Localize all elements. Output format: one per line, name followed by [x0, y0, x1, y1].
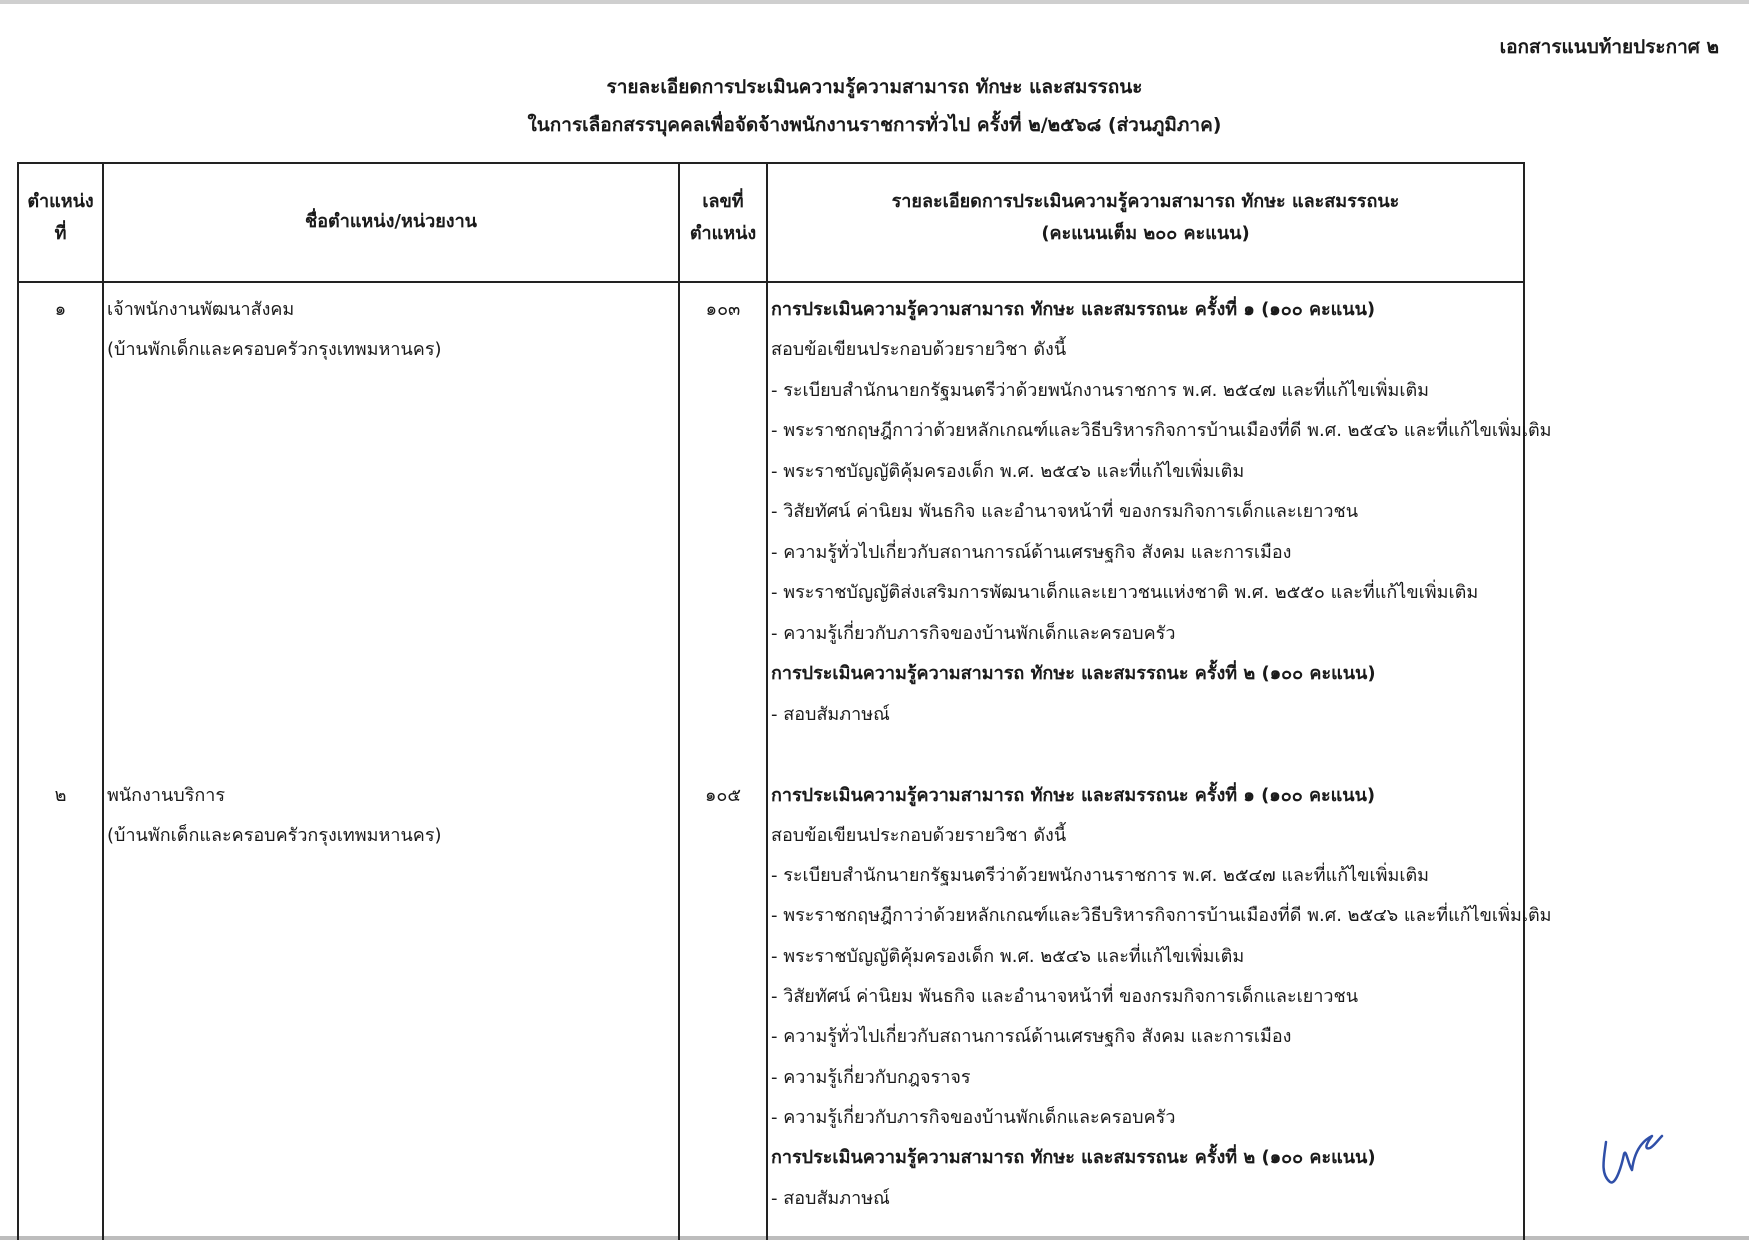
row2-detail-line: - ความรู้เกี่ยวกับกฎจราจร	[771, 1067, 971, 1088]
table-left-border	[17, 162, 19, 1240]
document-title-line2: ในการเลือกสรรบุคคลเพื่อจัดจ้างพนักงานราชการทั่วไป ครั้งที่ ๒/๒๕๖๘ (ส่วนภูมิภาค)	[527, 114, 1222, 136]
header-position-number-line2: ตำแหน่ง	[689, 223, 757, 244]
header-details-line1: รายละเอียดการประเมินความรู้ความสามารถ ทักษะ และสมรรถนะ	[891, 191, 1400, 212]
row1-position-number: ๑๐๓	[705, 299, 741, 320]
row1-detail-line: - ความรู้ทั่วไปเกี่ยวกับสถานการณ์ด้านเศรษฐกิจ สังคม และการเมือง	[771, 542, 1292, 563]
header-details-line2: (คะแนนเต็ม ๒๐๐ คะแนน)	[1041, 223, 1250, 244]
row1-detail-heading-1: การประเมินความรู้ความสามารถ ทักษะ และสมรรถนะ ครั้งที่ ๑ (๑๐๐ คะแนน)	[771, 299, 1376, 320]
column-divider-1	[102, 162, 104, 1240]
handwritten-signature	[1588, 1124, 1668, 1194]
row1-detail-line: สอบข้อเขียนประกอบด้วยรายวิชา ดังนี้	[771, 339, 1067, 360]
row1-position: เจ้าพนักงานพัฒนาสังคม	[107, 299, 295, 320]
row1-detail-line: - ความรู้เกี่ยวกับภารกิจของบ้านพักเด็กและครอบครัว	[771, 623, 1176, 644]
header-details	[768, 186, 1523, 250]
row2-detail-line: - ความรู้ทั่วไปเกี่ยวกับสถานการณ์ด้านเศรษฐกิจ สังคม และการเมือง	[771, 1026, 1292, 1047]
row2-detail-line: สอบข้อเขียนประกอบด้วยรายวิชา ดังนี้	[771, 825, 1067, 846]
row1-detail-heading-2: การประเมินความรู้ความสามารถ ทักษะ และสมรรถนะ ครั้งที่ ๒ (๑๐๐ คะแนน)	[771, 663, 1376, 684]
row2-detail-line: - ระเบียบสำนักนายกรัฐมนตรีว่าด้วยพนักงานราชการ พ.ศ. ๒๕๔๗ และที่แก้ไขเพิ่มเติม	[771, 865, 1430, 886]
row2-detail-line: - ความรู้เกี่ยวกับภารกิจของบ้านพักเด็กและครอบครัว	[771, 1107, 1176, 1128]
row1-no: ๑	[54, 299, 67, 320]
row2-agency: (บ้านพักเด็กและครอบครัวกรุงเทพมหานคร)	[107, 825, 442, 846]
row2-no: ๒	[54, 785, 67, 806]
row1-detail-line: - พระราชกฤษฎีกาว่าด้วยหลักเกณฑ์และวิธีบริหารกิจการบ้านเมืองที่ดี พ.ศ. ๒๕๔๖ และที่แก้ไขเพิ่มเติม	[771, 420, 1552, 441]
row2-detail-heading-2: การประเมินความรู้ความสามารถ ทักษะ และสมรรถนะ ครั้งที่ ๒ (๑๐๐ คะแนน)	[771, 1147, 1376, 1168]
row1-detail-line: - พระราชบัญญัติคุ้มครองเด็ก พ.ศ. ๒๕๔๖ และที่แก้ไขเพิ่มเติม	[771, 461, 1245, 482]
table-right-border	[1523, 162, 1525, 1240]
row2-detail-line: - สอบสัมภาษณ์	[771, 1188, 890, 1209]
row1-detail-line: - สอบสัมภาษณ์	[771, 704, 890, 725]
header-position-no	[17, 186, 104, 250]
column-divider-3	[766, 162, 768, 1240]
row2-detail-heading-1: การประเมินความรู้ความสามารถ ทักษะ และสมรรถนะ ครั้งที่ ๑ (๑๐๐ คะแนน)	[771, 785, 1376, 806]
row1-detail-line: - พระราชบัญญัติส่งเสริมการพัฒนาเด็กและเยาวชนแห่งชาติ พ.ศ. ๒๕๕๐ และที่แก้ไขเพิ่มเติม	[771, 582, 1479, 603]
header-position-no-line1: ตำแหน่ง	[27, 191, 94, 212]
column-divider-2	[678, 162, 680, 1240]
row1-detail-line: - วิสัยทัศน์ ค่านิยม พันธกิจ และอำนาจหน้าที่ ของกรมกิจการเด็กและเยาวชน	[771, 501, 1359, 522]
annex-label: เอกสารแนบท้ายประกาศ ๒	[1499, 36, 1719, 58]
row2-position-number: ๑๐๕	[704, 785, 742, 806]
row1-agency: (บ้านพักเด็กและครอบครัวกรุงเทพมหานคร)	[107, 339, 442, 360]
header-position-number-line1: เลขที่	[702, 191, 744, 212]
header-position-no-line2: ที่	[54, 223, 67, 244]
header-bottom-border	[17, 281, 1525, 283]
table-top-border	[17, 162, 1525, 164]
row2-detail-line: - พระราชบัญญัติคุ้มครองเด็ก พ.ศ. ๒๕๔๖ และที่แก้ไขเพิ่มเติม	[771, 946, 1245, 967]
row1-detail-line: - ระเบียบสำนักนายกรัฐมนตรีว่าด้วยพนักงานราชการ พ.ศ. ๒๕๔๗ และที่แก้ไขเพิ่มเติม	[771, 380, 1430, 401]
document-title-line1: รายละเอียดการประเมินความรู้ความสามารถ ทักษะ และสมรรถนะ	[606, 76, 1143, 98]
row2-detail-line: - พระราชกฤษฎีกาว่าด้วยหลักเกณฑ์และวิธีบริหารกิจการบ้านเมืองที่ดี พ.ศ. ๒๕๔๖ และที่แก้ไขเพิ่มเติม	[771, 905, 1552, 926]
header-position-name: ชื่อตำแหน่ง/หน่วยงาน	[305, 211, 477, 232]
header-position-number	[680, 186, 766, 250]
row2-detail-line: - วิสัยทัศน์ ค่านิยม พันธกิจ และอำนาจหน้าที่ ของกรมกิจการเด็กและเยาวชน	[771, 986, 1359, 1007]
row2-position: พนักงานบริการ	[107, 785, 226, 806]
